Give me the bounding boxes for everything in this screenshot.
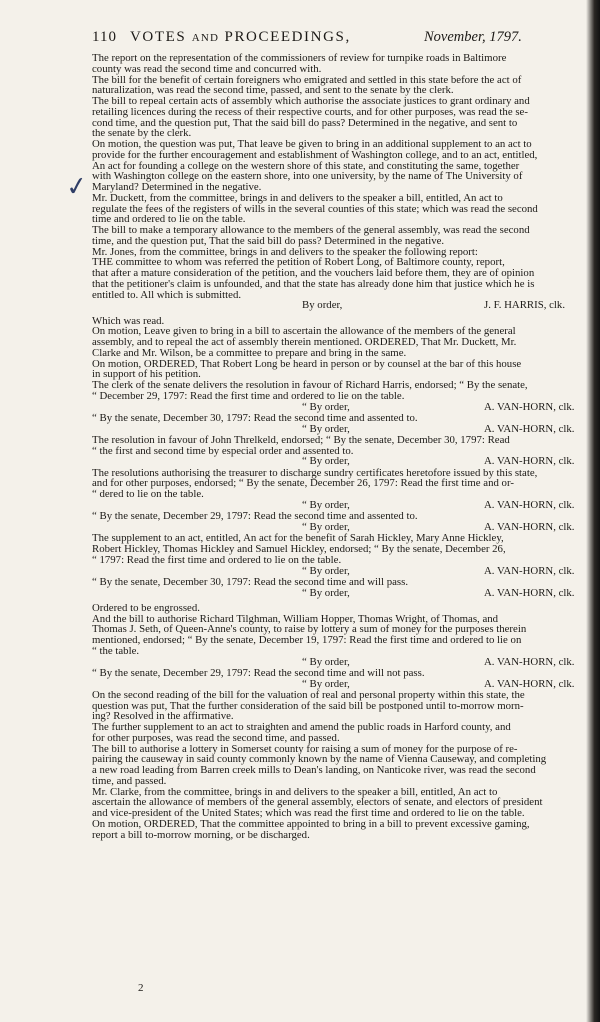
by-order-label: “ By order, <box>302 498 350 511</box>
text-line: entitled to. All which is submitted. <box>92 288 242 301</box>
text-line: Robert Hickley, Thomas Hickley and Samuel Hickley, endorsed; “ By the senate, December 26, <box>92 543 506 556</box>
clerk-signature-harris: J. F. HARRIS, clk. <box>484 299 566 312</box>
text-line: provide for the further encouragement and establishment of Washington college, and to an act, entitled, <box>92 148 538 161</box>
clerk-signature-van-horn: A. VAN-HORN, clk. <box>484 520 575 533</box>
text-line: county was read the second time and concurred with. <box>92 62 322 75</box>
clerk-signature-van-horn: A. VAN-HORN, clk. <box>484 655 575 668</box>
text-line: question was put, That the further consideration of the said bill be postponed until to-morrow morn- <box>92 699 524 712</box>
by-order-label: “ By order, <box>302 586 350 599</box>
handwritten-check-mark-icon: ✓ <box>64 170 90 204</box>
signature-van-horn <box>92 522 600 533</box>
proceedings-block-7 <box>92 533 600 565</box>
text-line: regulate the fees of the registers of wills in the several counties of this state; which was read the second <box>92 202 538 215</box>
text-line: The bill to repeal certain acts of assembly which authorise the associate justices to grant ordinary and <box>92 95 530 107</box>
text-line: The bill to authorise a lottery in Somerset county for raising a sum of money for the purpose of re- <box>92 742 518 755</box>
text-line: “ 1797: Read the first time and ordered to lie on the table. <box>92 553 342 566</box>
text-line: Clarke and Mr. Wilson, be a committee to prepare and bring in the same. <box>92 346 407 359</box>
clerk-signature-van-horn: A. VAN-HORN, clk. <box>484 586 575 599</box>
signature-van-horn <box>92 456 600 467</box>
text-line: The clerk of the senate delivers the resolution in favour of Richard Harris, endorsed; “ By the senate, <box>92 379 528 392</box>
signature-van-horn <box>92 402 600 413</box>
text-line: On the second reading of the bill for the valuation of real and personal property within this state, the <box>92 688 525 701</box>
signature-van-horn <box>92 588 600 599</box>
signature-van-horn <box>92 500 600 511</box>
text-line: a new road leading from Barren creek mills to Dean's landing, on Nanticoke river, was read the second <box>92 764 536 777</box>
text-line: naturalization, was read the second time, passed, and sent to the senate by the clerk. <box>92 84 454 97</box>
text-line: Which was read. <box>92 314 165 327</box>
text-line: for other purposes, was read the second time, and passed. <box>92 731 340 744</box>
clerk-signature-van-horn: A. VAN-HORN, clk. <box>484 677 575 690</box>
text-line: time, and the question put, That the said bill do pass? Determined in the negative. <box>92 234 445 247</box>
title-votes: VOTES <box>130 29 187 45</box>
senate-endorsement-line: “ By the senate, December 30, 1797: Read the second time and assented to. <box>92 411 418 424</box>
text-line: Mr. Clarke, from the committee, brings in and delivers to the speaker a bill, entitled, An act to <box>92 785 498 798</box>
text-line: The report on the representation of the commissioners of review for turnpike roads in Baltimore <box>92 52 507 64</box>
senate-endorsement-line: “ By the senate, December 29, 1797: Read the second time and assented to. <box>92 510 418 523</box>
text-line: and for other purposes, endorsed; “ By the senate, December 26, 1797: Read the first time and or- <box>92 477 514 490</box>
text-line: And the bill to authorise Richard Tilghman, William Hopper, Thomas Wright, of Thomas, and <box>92 612 499 625</box>
page-binding-shadow <box>586 0 600 1022</box>
proceedings-block-1 <box>92 53 600 300</box>
header-date: November, 1797. <box>424 29 522 45</box>
clerk-signature-van-horn: A. VAN-HORN, clk. <box>484 498 575 511</box>
text-line: The resolutions authorising the treasurer to discharge sundry certificates heretofore issued by this state, <box>92 466 538 479</box>
text-line: An act for founding a college on the western shore of this state, and constituting the same, together <box>92 159 520 172</box>
text-line: The resolution in favour of John Threlkeld, endorsed; “ By the senate, December 30, 1797: Read <box>92 433 510 446</box>
clerk-signature-van-horn: A. VAN-HORN, clk. <box>484 422 575 435</box>
text-line: time and ordered to lie on the table. <box>92 213 246 226</box>
proceedings-block-9 <box>92 603 600 657</box>
text-line: time, and passed. <box>92 774 167 787</box>
text-line: On motion, Leave given to bring in a bill to ascertain the allowance of the members of the general <box>92 325 516 338</box>
text-line: The bill for the benefit of certain foreigners who emigrated and settled in this state before the act of <box>92 73 522 86</box>
text-line: with Washington college on the eastern shore, into one university, by the name of The University of <box>92 170 523 183</box>
text-line: assembly, and to repeal the act of assembly therein mentioned. ORDERED, That Mr. Duckett, Mr. <box>92 336 517 349</box>
running-title <box>130 28 351 47</box>
text-line: Maryland? Determined in the negative. <box>92 181 262 193</box>
by-order-label: “ By order, <box>302 520 350 533</box>
text-line: the senate by the clerk. <box>92 127 192 140</box>
text-line: The further supplement to an act to straighten and amend the public roads in Harford county, and <box>92 721 511 734</box>
signature-van-horn <box>92 424 600 435</box>
text-line: Mr. Duckett, from the committee, brings in and delivers to the speaker a bill, entitled, An act to <box>92 191 503 204</box>
text-line: On motion, ORDERED, That the committee appointed to bring in a bill to prevent excessive gaming, <box>92 817 530 830</box>
text-line: pairing the causeway in said county commonly known by the name of Vienna Causeway, and completing <box>92 753 547 766</box>
text-line: Thomas J. Seth, of Queen-Anne's county, to raise by lottery a sum of money for the purposes therein <box>92 623 527 636</box>
text-line: On motion, the question was put, That leave be given to bring in an additional supplement to an act to <box>92 138 532 150</box>
text-line: THE committee to whom was referred the petition of Robert Long, of Baltimore county, report, <box>92 256 505 269</box>
text-line: report a bill to-morrow morning, or be discharged. <box>92 828 310 841</box>
by-order-label: “ By order, <box>302 422 350 435</box>
clerk-signature-van-horn: A. VAN-HORN, clk. <box>484 455 575 468</box>
signature-van-horn <box>92 679 600 690</box>
senate-endorsement-line: “ By the senate, December 29, 1797: Read the second time and will not pass. <box>92 666 425 679</box>
text-line: that the petitioner's claim is unfounded, and that the state has already done him that justice which he is <box>92 277 535 290</box>
text-line: On motion, ORDERED, That Robert Long be heard in person or by counsel at the bar of this house <box>92 357 522 370</box>
text-line: The supplement to an act, entitled, An act for the benefit of Sarah Hickley, Mary Anne Hickley, <box>92 532 504 545</box>
text-line: “ the table. <box>92 644 140 657</box>
by-order-label: “ By order, <box>302 400 350 413</box>
signature-van-horn <box>92 657 600 668</box>
text-line: The bill to make a temporary allowance to the members of the general assembly, was read the second <box>92 224 530 236</box>
text-line: in support of his petition. <box>92 368 201 381</box>
body-text <box>92 53 600 840</box>
signature-van-horn <box>92 566 600 577</box>
text-line: ing? Resolved in the affirmative. <box>92 710 234 723</box>
text-line: Ordered to be engrossed. <box>92 601 200 614</box>
text-line: “ December 29, 1797: Read the first time and ordered to lie on the table. <box>92 389 405 402</box>
clerk-signature-van-horn: A. VAN-HORN, clk. <box>484 400 575 413</box>
page-number: 110 <box>92 29 117 45</box>
text-line: ascertain the allowance of members of the general assembly, electors of senate, and electors of president <box>92 796 543 809</box>
clerk-signature-van-horn: A. VAN-HORN, clk. <box>484 564 575 577</box>
by-order-label: “ By order, <box>302 655 350 668</box>
title-proceedings: PROCEEDINGS, <box>224 29 351 45</box>
text-line: “ dered to lie on the table. <box>92 488 204 501</box>
text-line: retailing licences during the recess of their respective courts, and for other purposes, was read the se- <box>92 105 528 118</box>
by-order-label: “ By order, <box>302 455 350 468</box>
proceedings-block-4 <box>92 435 600 457</box>
text-line: cond time, and the question put, That the said bill do pass? Determined in the negative, and sent to <box>92 116 518 129</box>
text-line: mentioned, endorsed; “ By the senate, December 19, 1797: Read the first time and ordered to lie on <box>92 634 522 647</box>
title-and: AND <box>191 32 220 44</box>
text-line: Mr. Jones, from the committee, brings in and delivers to the speaker the following report: <box>92 245 478 258</box>
text-line: “ the first and second time by especial order and assented to. <box>92 444 354 457</box>
signature-harris <box>92 300 600 311</box>
footer-signature-mark: 2 <box>138 982 144 994</box>
proceedings-block-11 <box>92 690 600 841</box>
proceedings-block-2 <box>92 316 600 402</box>
text-line: and vice-president of the United States; which was read the first time and ordered to lie on the table. <box>92 807 525 820</box>
senate-endorsement-line: “ By the senate, December 30, 1797: Read the second time and will pass. <box>92 575 409 588</box>
by-order-label: “ By order, <box>302 564 350 577</box>
text-line: that after a mature consideration of the petition, and the vouchers laid before them, they are of opinion <box>92 267 535 279</box>
proceedings-block-5 <box>92 468 600 500</box>
by-order-label: By order, <box>302 299 343 312</box>
by-order-label: “ By order, <box>302 677 350 690</box>
